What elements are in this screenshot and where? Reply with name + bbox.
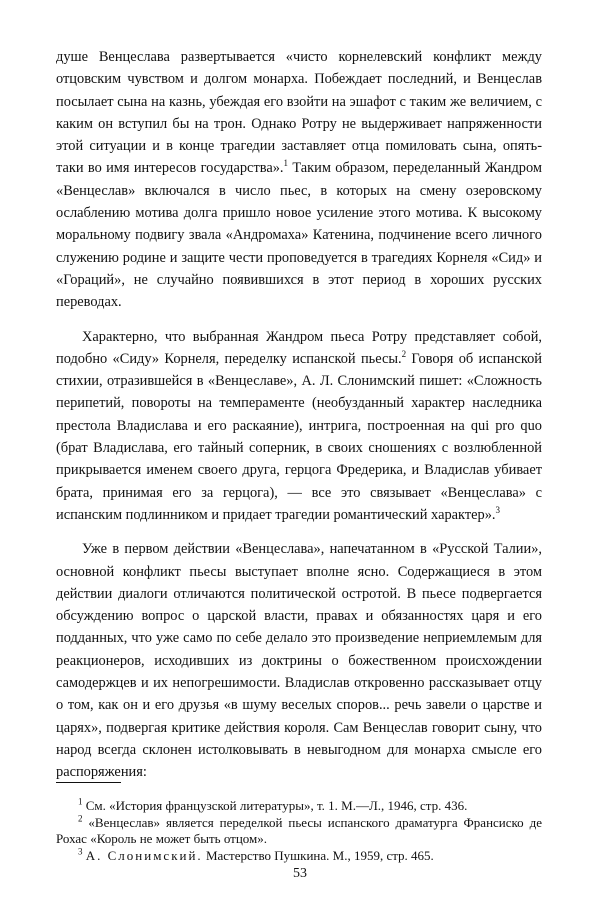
footnote-number: 3	[78, 846, 83, 857]
footnote-divider	[56, 782, 121, 783]
page-number: 53	[293, 866, 307, 881]
paragraph-1	[56, 46, 542, 314]
footnote-ref-1[interactable]: 1	[283, 158, 289, 169]
footnote-1	[56, 798, 542, 815]
paragraph-1-text-2: Таким образом, переделанный Жандром «Венцеслав» включался в число пьес, в которых на смену озеровскому ослаблению мотива долга пришло новое усиление этого мотива. К высокому моральному подвигу звала «Андромаха» Катенина, подчинение всего личного служению родине и защите чести проповедуется в трагедиях Корнеля «Сид» и «Гораций», не случайно появившихся в этот период в хороших русских переводах.	[56, 160, 542, 311]
footnote-number: 1	[78, 796, 83, 807]
footnote-2	[56, 815, 542, 848]
footnotes	[56, 798, 542, 864]
footnote-text: Мастерство Пушкина. М., 1959, стр. 465.	[205, 847, 434, 863]
footnote-ref-2[interactable]: 2	[401, 349, 407, 360]
paragraph-2-text-1: Характерно, что выбранная Жандром пьеса Ротру представляет собой, подобно «Сиду» Корнеля, переделку испанской пьесы.	[56, 328, 542, 367]
paragraph-3	[56, 538, 542, 783]
footnote-ref-3[interactable]: 3	[495, 505, 501, 516]
footnote-text: «Венцеслав» является переделкой пьесы испанского драматурга Франсиско де Рохас «Король не может быть отцом».	[56, 814, 542, 846]
paragraph-3-text-1: Уже в первом действии «Венцеслава», напечатанном в «Русской Талии», основной конфликт пьесы выступает вполне ясно. Содержащиеся в этом действии диалоги отличаются политической остротой. В пьесе подвергается обсуждению вопрос о царской власти, правах и обязанностях царя и его подданных, что уже само по себе делало это произведение неприемлемым для реакционеров, исходивших из доктрины о божественном происхождении самодержцев и их непогрешимости. Владислав откровенно рассказывает отцу о том, как он и его друзья «в шуму веселых споров... речь завели о царстве и царях», подвергая критике действия короля. Сам Венцеслав говорит сыну, что народ всегда склонен истолковывать в невыгодном для монарха смысле его распоряжения:	[56, 541, 542, 781]
paragraph-1-text-1: душе Венцеслава развертывается «чисто корнелевский конфликт между отцовским чувством и долгом монарха. Побеждает последний, и Венцеслав посылает сына на казнь, убеждая его взойти на эшафот с таким же величием, с каким он вступил бы на трон. Однако Ротру не выдерживает напряженности этой ситуации и в конце трагедии заставляет отца помиловать сына, опять-таки во имя интересов государства».	[56, 49, 542, 177]
footnote-number: 2	[78, 813, 83, 824]
footnote-author: А. Слонимский.	[85, 847, 203, 863]
footnote-text: См. «История французской литературы», т. 1. М.—Л., 1946, стр. 436.	[85, 798, 468, 813]
paragraph-2	[56, 326, 542, 527]
footnote-3	[56, 848, 542, 865]
paragraph-2-text-2: Говоря об испанской стихии, отразившейся в «Венцеславе», А. Л. Слонимский пишет: «Сложность перипетий, повороты на темпераменте (необузданный характер наследника престола Владислава и его раскаяние), интрига, построенная на qui pro quo (брат Владислава, его тайный соперник, в своих сношениях с возлюбленной прикрывается именем своего друга, герцога Фредерика, и Владислав убивает брата, принимая его за герцога), — все это связывает «Венцеслава» с испанским подлинником и придает трагедии романтический характер».	[56, 350, 542, 523]
main-text	[56, 46, 542, 784]
